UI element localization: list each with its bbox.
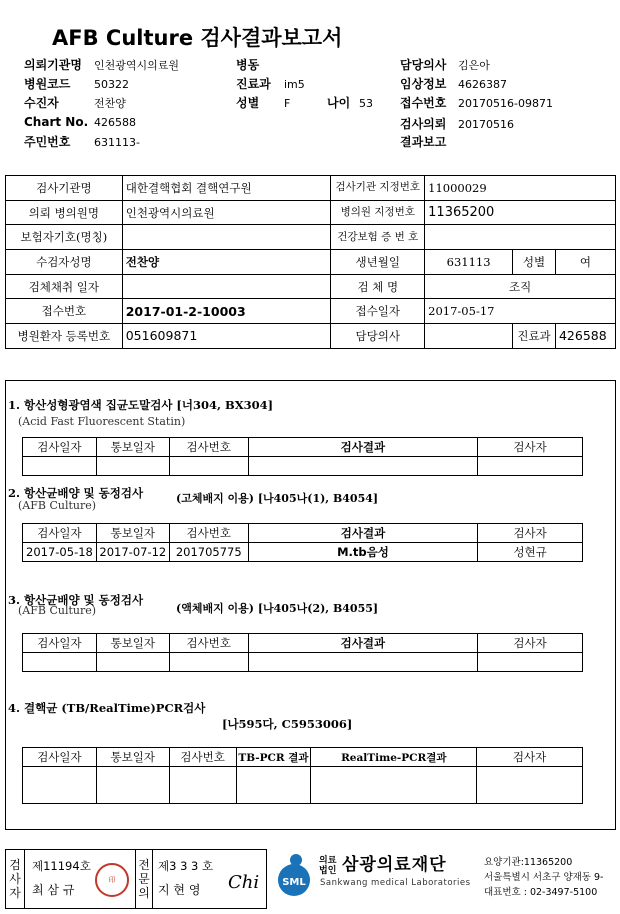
header-chart: Chart No. 426588 [24,115,136,129]
table-row [23,543,583,562]
section-3-method: (액체배지 이용) [나405나(2), B4055] [176,602,379,615]
cell-label: 성별 [513,250,556,275]
cell-value: 인천광역시의료원 [122,200,331,225]
cell-exam-date: 2017-05-18 [23,543,97,562]
cell-label: 수검자성명 [6,250,123,275]
signature-box [5,849,267,909]
header-ward: 병동 [236,58,260,72]
org-phone: 대표번호 : 02-3497-5100 [484,887,598,898]
col-header: 검사일자 [23,438,97,457]
section-3-title: 3. 항산균배양 및 동정검사 [8,593,144,607]
section-1-table [22,437,583,476]
org-name: 삼광의료재단 [342,855,447,875]
cell-value: 조직 [425,274,616,299]
report-title: AFB Culture 검사결과보고서 [52,26,343,50]
cell-value [425,324,513,349]
logo-text: SML [282,877,306,888]
cell-value: 여 [555,250,615,275]
header-clinical: 임상정보 4626387 [400,77,507,91]
specialist-label: 전문의 [138,858,150,900]
section-4-code: [나595다, C5953006] [222,717,353,731]
col-header: 검사일자 [23,634,97,653]
cell-value [425,225,616,250]
col-header: 검사자 [478,438,583,457]
cell-exam-no: 201705775 [169,543,248,562]
col-header: 검사결과 [248,438,478,457]
cell-examiner: 성현규 [478,543,583,562]
cell-label: 병의원 지정번호 [331,200,425,225]
header-req-org: 의뢰기관명 인천광역시의료원 [24,58,180,72]
col-header: 검사자 [477,748,583,767]
cell-value: 전찬양 [122,250,331,275]
cell-label: 보험자기호(명칭) [6,225,123,250]
cell-value: 051609871 [122,324,331,349]
header-receipt: 접수번호 20170516-09871 [400,96,553,110]
sml-logo-icon [272,852,316,898]
header-exam-req: 검사의뢰 20170516 [400,117,514,131]
header-sex: 성별 F [236,96,291,110]
section-3-table [22,633,583,672]
section-2-method: (고체배지 이용) [나405나(1), B4054] [176,492,379,505]
col-header: 검사번호 [169,438,248,457]
cell-label: 병원환자 등록번호 [6,324,123,349]
examiner-label: 검사자 [9,858,21,900]
section-2-subtitle: (AFB Culture) [18,499,97,512]
examiner-name: 최 삼 규 [32,883,75,897]
care-code: 요양기관:11365200 [484,857,573,868]
cell-value [122,225,331,250]
specialist-name: 지 현 영 [158,883,201,897]
cell-value: 11365200 [425,200,616,225]
section-3-subtitle: (AFB Culture) [18,604,97,617]
cell-label: 검사기관명 [6,176,123,201]
cell-value: 2017-01-2-10003 [122,299,331,324]
cell-label: 진료과 [513,324,556,349]
cell-label: 접수일자 [331,299,425,324]
header-report: 결과보고 [400,135,447,149]
header-dept: 진료과 im5 [236,77,305,91]
col-header: RealTime-PCR결과 [311,748,477,767]
col-header: 통보일자 [96,748,169,767]
header-doctor: 담당의사 김은아 [400,58,490,72]
cell-value: 대한결핵협회 결핵연구원 [122,176,331,201]
cell-notify-date: 2017-07-12 [96,543,169,562]
cell-result: M.tb음성 [248,543,477,562]
org-type: 의료법인 [319,856,337,876]
section-2-title: 2. 항산균배양 및 동정검사 [8,486,144,500]
col-header: 검사번호 [169,524,248,543]
col-header: 통보일자 [96,634,169,653]
org-address: 서울특별시 서초구 양재동 9- [484,872,604,883]
cell-label: 담당의사 [331,324,425,349]
col-header: 검사번호 [169,634,248,653]
section-4-title: 4. 결핵균 (TB/RealTime)PCR검사 [8,701,206,715]
header-age: 나이 53 [327,96,373,110]
cell-label: 검사기관 지정번호 [331,176,425,201]
col-header: 검사자 [478,524,583,543]
examiner-seal-icon: 印 [95,863,129,897]
col-header: TB-PCR 결과 [236,748,311,767]
col-header: 검사일자 [23,524,97,543]
cell-label: 검체채취 일자 [6,274,123,299]
col-header: 통보일자 [96,438,169,457]
section-2-table [22,523,583,562]
cell-label: 검 체 명 [331,274,425,299]
col-header: 검사자 [478,634,583,653]
examiner-license: 제11194호 [32,859,91,873]
cell-value: 426588 [555,324,615,349]
col-header: 통보일자 [96,524,169,543]
cell-value: 2017-05-17 [425,299,616,324]
cell-value: 11000029 [425,176,616,201]
col-header: 검사번호 [169,748,236,767]
specialist-license: 제3 3 3 호 [158,859,214,873]
header-resident: 주민번호 631113- [24,135,140,149]
cell-label: 의뢰 병의원명 [6,200,123,225]
header-hosp-code: 병원코드 50322 [24,77,129,91]
col-header: 검사결과 [248,634,478,653]
cell-value: 631113 [425,250,513,275]
cell-label: 생년월일 [331,250,425,275]
col-header: 검사일자 [23,748,97,767]
cell-value [122,274,331,299]
org-english-name: Sankwang medical Laboratories [320,878,471,888]
cell-label: 접수번호 [6,299,123,324]
cell-label: 건강보험 증 번 호 [331,225,425,250]
section-4-table [22,747,583,804]
header-patient: 수진자 전찬양 [24,96,126,110]
signature-icon: Chi [228,872,260,893]
col-header: 검사결과 [248,524,477,543]
section-1-subtitle: (Acid Fast Fluorescent Statin) [18,415,186,428]
section-1-title: 1. 항산성형광염색 집균도말검사 [너304, BX304] [8,398,274,412]
info-table [5,175,616,349]
